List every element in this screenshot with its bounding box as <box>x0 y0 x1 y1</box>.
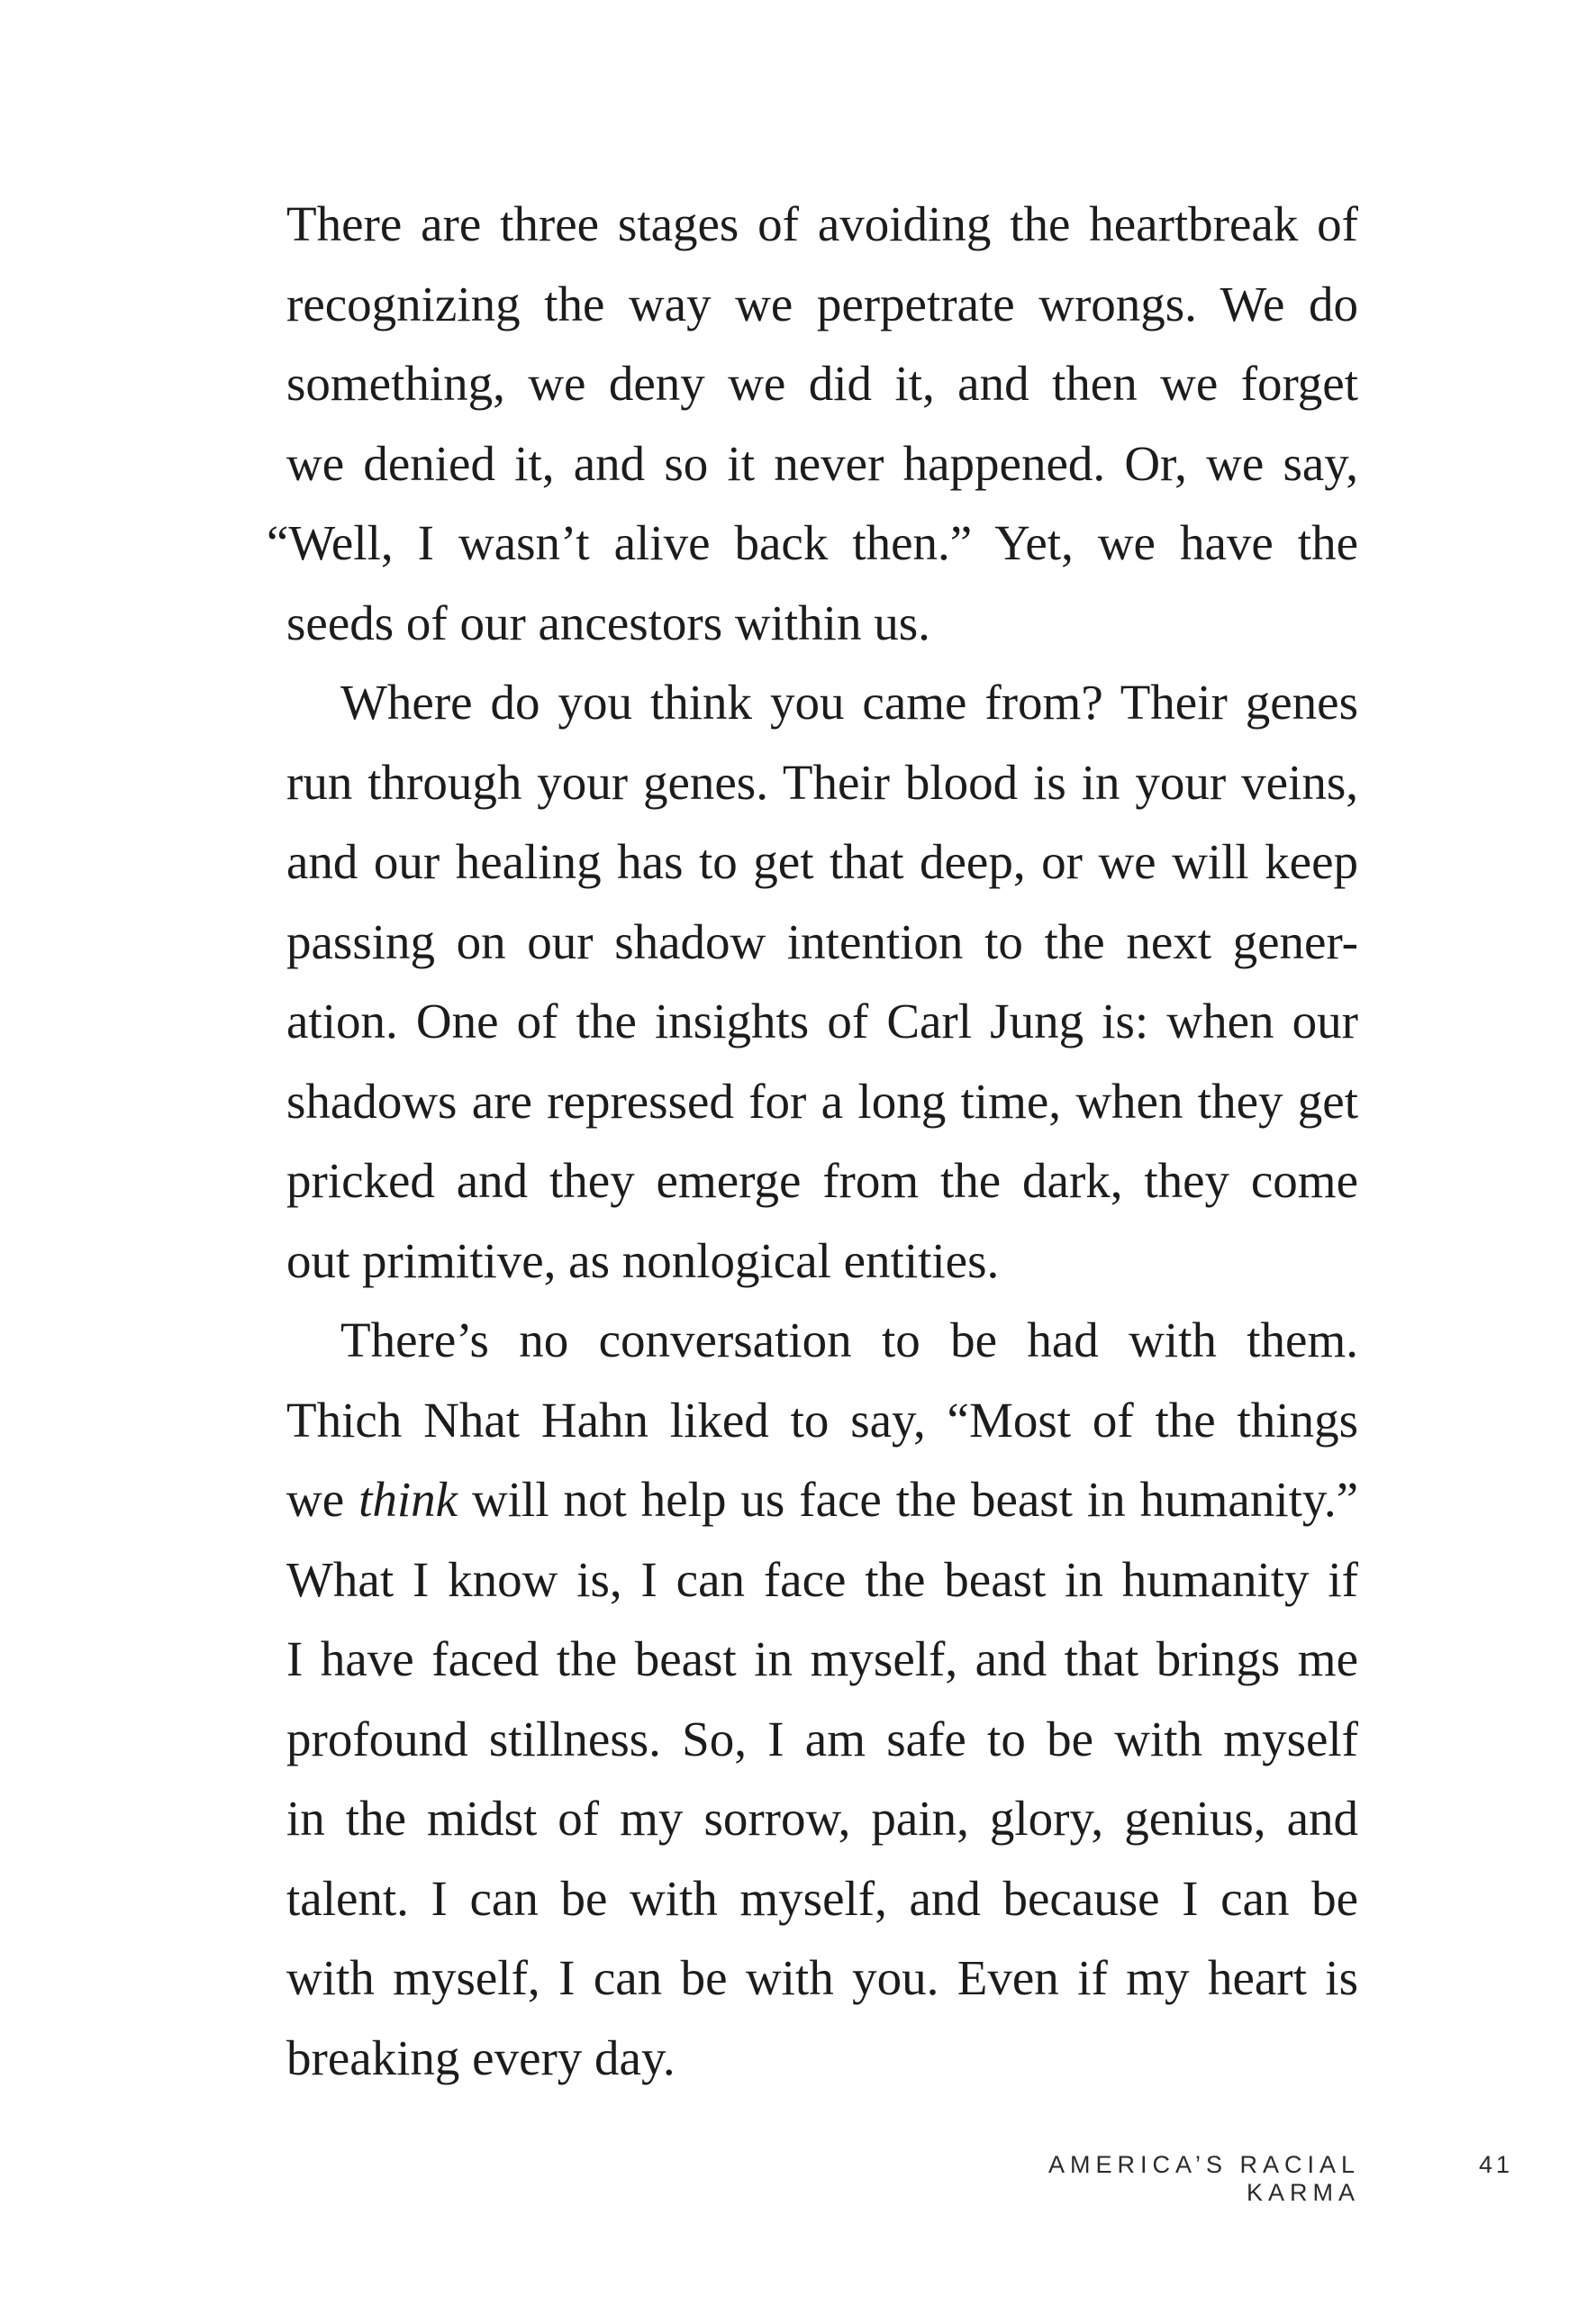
text-fragment: will not help us face the beast in humanity.” <box>458 1472 1358 1527</box>
text-line: shadows are repressed for a long time, when they get <box>286 1073 1358 1129</box>
text-line: something, we deny we did it, and then we forget <box>286 356 1358 411</box>
text-line: There’s no conversation to be had with them. <box>340 1312 1358 1367</box>
text-line: passing on our shadow intention to the next gener- <box>286 913 1358 969</box>
emphasized-word: think <box>358 1472 458 1527</box>
text-line: recognizing the way we perpetrate wrongs. We do <box>286 276 1358 331</box>
running-footer-title: AMERICA’S RACIAL KARMA <box>1047 2151 1360 2206</box>
text-line: out primitive, as nonlogical entities. <box>286 1232 1000 1288</box>
text-line: ation. One of the insights of Carl Jung is: when our <box>286 994 1358 1049</box>
text-line: with myself, I can be with you. Even if my heart is <box>286 1950 1358 2005</box>
text-line: “Well, I wasn’t alive back then.” Yet, we have the <box>267 515 1358 570</box>
page-number: 41 <box>1478 2151 1513 2178</box>
text-line-with-emphasis <box>286 1460 1358 1540</box>
text-fragment: we <box>286 1472 359 1527</box>
text-line: breaking every day. <box>286 2029 676 2085</box>
text-line: profound stillness. So, I am safe to be with myself <box>286 1711 1358 1766</box>
text-line: and our healing has to get that deep, or we will keep <box>286 834 1358 889</box>
text-line: Thich Nhat Hahn liked to say, “Most of the things <box>286 1392 1358 1448</box>
text-line: run through your genes. Their blood is in your veins, <box>286 754 1358 810</box>
text-line: pricked and they emerge from the dark, they come <box>286 1153 1358 1208</box>
text-line: Where do you think you came from? Their genes <box>340 675 1358 730</box>
text-line: seeds of our ancestors within us. <box>286 595 930 650</box>
text-line: we denied it, and so it never happened. Or, we say, <box>286 435 1358 491</box>
text-line: in the midst of my sorrow, pain, glory, genius, and <box>286 1791 1358 1846</box>
text-line: talent. I can be with myself, and because I can be <box>286 1870 1358 1926</box>
text-line: There are three stages of avoiding the heartbreak of <box>286 196 1358 251</box>
body-text <box>267 185 1358 2098</box>
text-line: I have faced the beast in myself, and that brings me <box>286 1631 1358 1686</box>
text-line: What I know is, I can face the beast in humanity if <box>286 1551 1358 1607</box>
